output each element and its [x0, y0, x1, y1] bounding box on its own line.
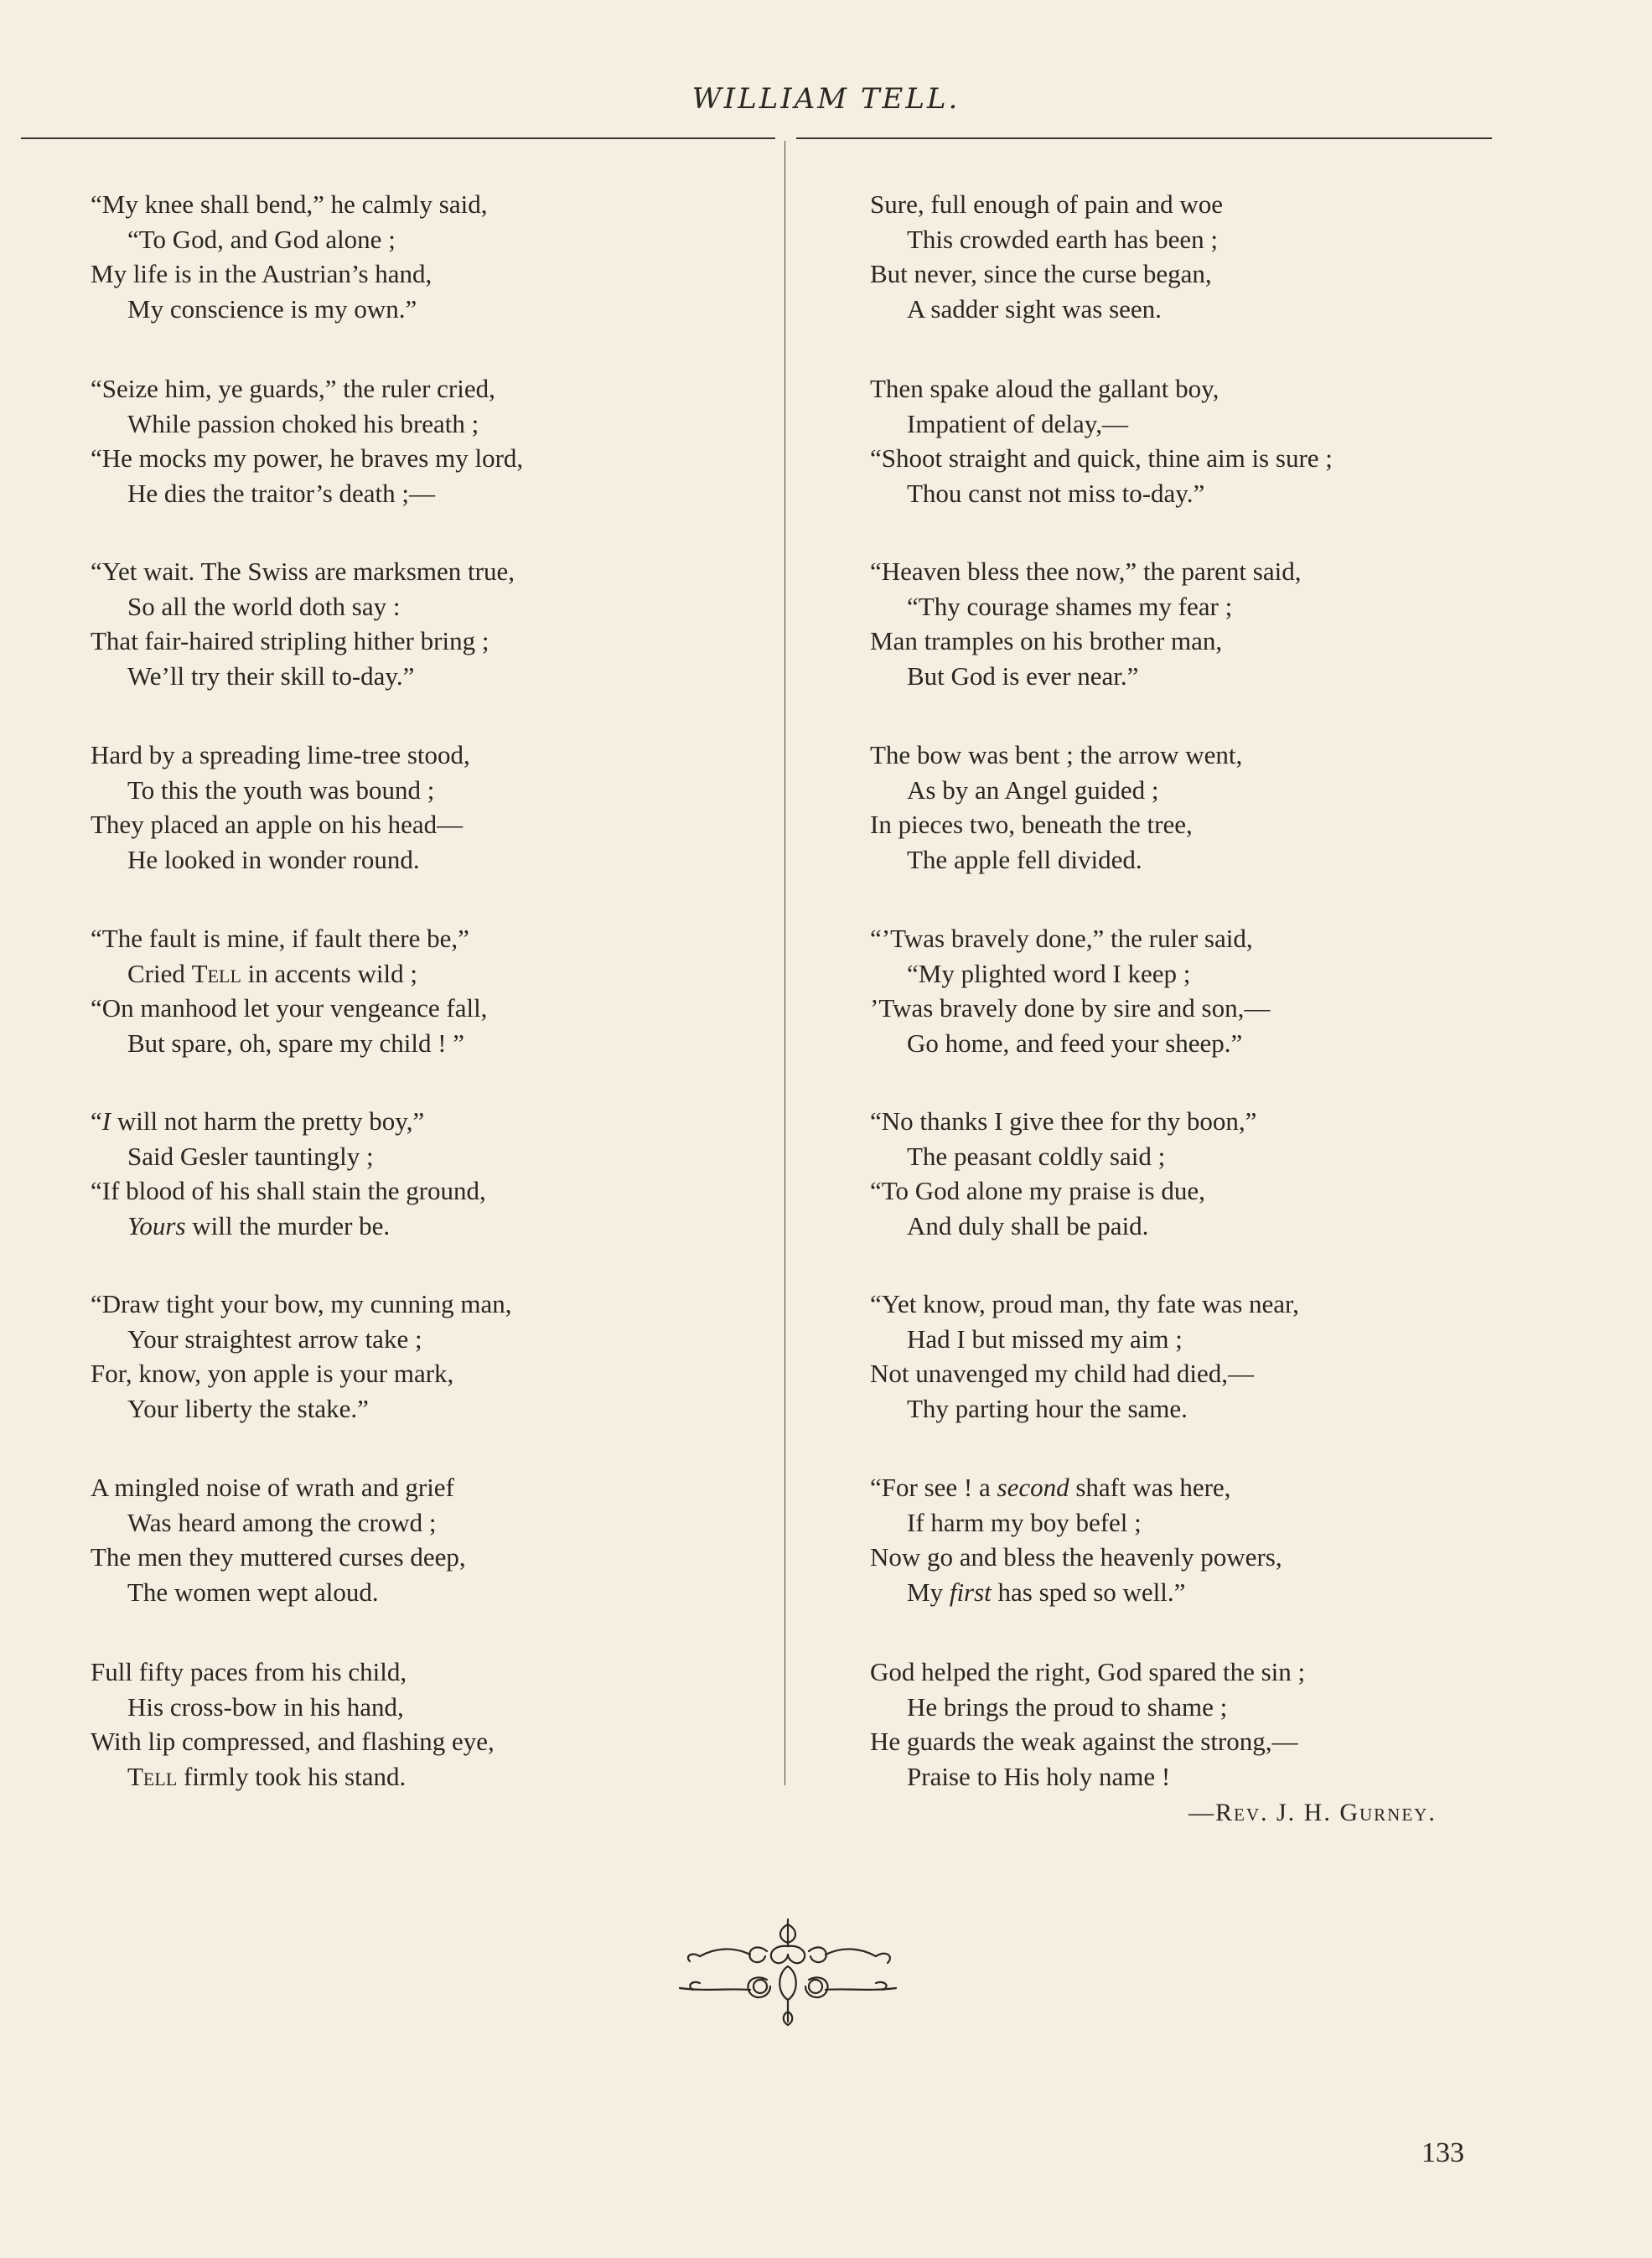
stanza: [870, 1104, 1507, 1243]
verse-line: Praise to His holy name !: [907, 1761, 1171, 1791]
verse-line: Thou canst not miss to-day.”: [907, 478, 1205, 508]
verse-line: “No thanks I give thee for thy boon,”: [870, 1106, 1257, 1136]
verse-line: “To God alone my praise is due,: [870, 1176, 1205, 1205]
verse-line: “Draw tight your bow, my cunning man,: [91, 1289, 512, 1318]
verse-line: He looked in wonder round.: [127, 844, 420, 874]
verse-line: While passion choked his breath ;: [127, 408, 479, 438]
header-rule-right: [796, 137, 1492, 139]
verse-line: We’ll try their skill to-day.”: [127, 660, 415, 691]
verse-line: Tell firmly took his stand.: [127, 1761, 407, 1791]
stanza: [870, 187, 1507, 326]
stanza: [870, 738, 1507, 877]
verse-line: But God is ever near.”: [907, 660, 1139, 691]
verse-line: “Shoot straight and quick, thine aim is sure ;: [870, 443, 1333, 473]
verse-line: In pieces two, beneath the tree,: [870, 810, 1193, 839]
verse-line: Cried Tell in accents wild ;: [127, 958, 417, 988]
verse-line: His cross-bow in his hand,: [127, 1691, 404, 1722]
verse-line: But spare, oh, spare my child ! ”: [127, 1028, 465, 1058]
attribution: —Rev. J. H. Gurney.: [1189, 1799, 1437, 1826]
verse-line: The bow was bent ; the arrow went,: [870, 740, 1243, 769]
verse-line: “Yet wait. The Swiss are marksmen true,: [91, 557, 515, 586]
stanza: [91, 1104, 761, 1243]
stanza: [91, 371, 761, 510]
stanza: [91, 1287, 761, 1426]
verse-line: The women wept aloud.: [127, 1577, 379, 1607]
stanza: [91, 1655, 761, 1794]
verse-line: “Thy courage shames my fear ;: [907, 591, 1233, 621]
verse-line: My conscience is my own.”: [127, 293, 417, 324]
stanza: [870, 1287, 1507, 1426]
stanza: [870, 1470, 1507, 1609]
verse-line: To this the youth was bound ;: [127, 774, 435, 805]
verse-line: “Seize him, ye guards,” the ruler cried,: [91, 374, 495, 403]
floral-ornament-icon: [666, 1913, 909, 2038]
verse-line: Impatient of delay,—: [907, 408, 1128, 438]
verse-line: “On manhood let your vengeance fall,: [91, 993, 488, 1023]
stanza: [870, 371, 1507, 510]
verse-line: A sadder sight was seen.: [907, 293, 1162, 324]
verse-line: They placed an apple on his head—: [91, 810, 463, 839]
verse-line: “Yet know, proud man, thy fate was near,: [870, 1289, 1299, 1318]
verse-line: He dies the traitor’s death ;—: [127, 478, 436, 508]
verse-line: “’Twas bravely done,” the ruler said,: [870, 924, 1253, 953]
verse-line: My life is in the Austrian’s hand,: [91, 259, 432, 288]
verse-line: Yours will the murder be.: [127, 1210, 391, 1240]
stanza: [91, 921, 761, 1060]
stanza: [870, 554, 1507, 693]
header-rule-left: [21, 137, 775, 139]
verse-line: Hard by a spreading lime-tree stood,: [91, 740, 470, 769]
verse-line: “The fault is mine, if fault there be,”: [91, 924, 469, 953]
verse-line: But never, since the curse began,: [870, 259, 1212, 288]
verse-line: Then spake aloud the gallant boy,: [870, 374, 1220, 403]
verse-line: “Heaven bless thee now,” the parent said,: [870, 557, 1302, 586]
stanza: [91, 187, 761, 326]
verse-line: “If blood of his shall stain the ground,: [91, 1176, 486, 1205]
verse-line: “For see ! a second shaft was here,: [870, 1473, 1231, 1502]
verse-line: He guards the weak against the strong,—: [870, 1727, 1298, 1756]
verse-line: This crowded earth has been ;: [907, 224, 1219, 254]
verse-line: Go home, and feed your sheep.”: [907, 1028, 1243, 1058]
verse-line: Your liberty the stake.”: [127, 1393, 369, 1423]
verse-line: Full fifty paces from his child,: [91, 1657, 407, 1686]
verse-line: For, know, yon apple is your mark,: [91, 1359, 454, 1388]
running-title: WILLIAM TELL.: [691, 82, 961, 116]
verse-line: God helped the right, God spared the sin ;: [870, 1657, 1306, 1686]
name-small-caps: Tell: [191, 958, 241, 988]
verse-line: “My plighted word I keep ;: [907, 958, 1191, 988]
verse-line: If harm my boy befel ;: [907, 1507, 1142, 1537]
stanza: [91, 738, 761, 877]
stanza: [91, 1470, 761, 1609]
verse-line: ’Twas bravely done by sire and son,—: [870, 993, 1271, 1023]
verse-line: The peasant coldly said ;: [907, 1141, 1166, 1171]
verse-line: Not unavenged my child had died,—: [870, 1359, 1255, 1388]
verse-line: Sure, full enough of pain and woe: [870, 189, 1223, 219]
verse-line: The apple fell divided.: [907, 844, 1142, 874]
name-small-caps: Tell: [127, 1761, 178, 1791]
verse-line: He brings the proud to shame ;: [907, 1691, 1228, 1722]
verse-line: Had I but missed my aim ;: [907, 1323, 1183, 1354]
stanza: [91, 554, 761, 693]
verse-line: “I will not harm the pretty boy,”: [91, 1106, 425, 1136]
verse-line: Man tramples on his brother man,: [870, 626, 1223, 655]
verse-line: As by an Angel guided ;: [907, 774, 1159, 805]
verse-line: “To God, and God alone ;: [127, 224, 396, 254]
verse-line: Your straightest arrow take ;: [127, 1323, 422, 1354]
verse-line: Thy parting hour the same.: [907, 1393, 1188, 1423]
verse-line: The men they muttered curses deep,: [91, 1542, 466, 1572]
verse-line: My first has sped so well.”: [907, 1577, 1186, 1607]
stanza: [870, 1655, 1507, 1794]
verse-line: With lip compressed, and flashing eye,: [91, 1727, 495, 1756]
verse-line: “He mocks my power, he braves my lord,: [91, 443, 524, 473]
verse-line: So all the world doth say :: [127, 591, 401, 621]
verse-line: A mingled noise of wrath and grief: [91, 1473, 454, 1502]
verse-line: Now go and bless the heavenly powers,: [870, 1542, 1282, 1572]
verse-line: And duly shall be paid.: [907, 1210, 1149, 1240]
verse-line: Was heard among the crowd ;: [127, 1507, 437, 1537]
page-number: 133: [1422, 2137, 1464, 2168]
stanza: [870, 921, 1507, 1060]
verse-line: “My knee shall bend,” he calmly said,: [91, 189, 488, 219]
verse-line: That fair-haired stripling hither bring ;: [91, 626, 489, 655]
verse-line: Said Gesler tauntingly ;: [127, 1141, 374, 1171]
